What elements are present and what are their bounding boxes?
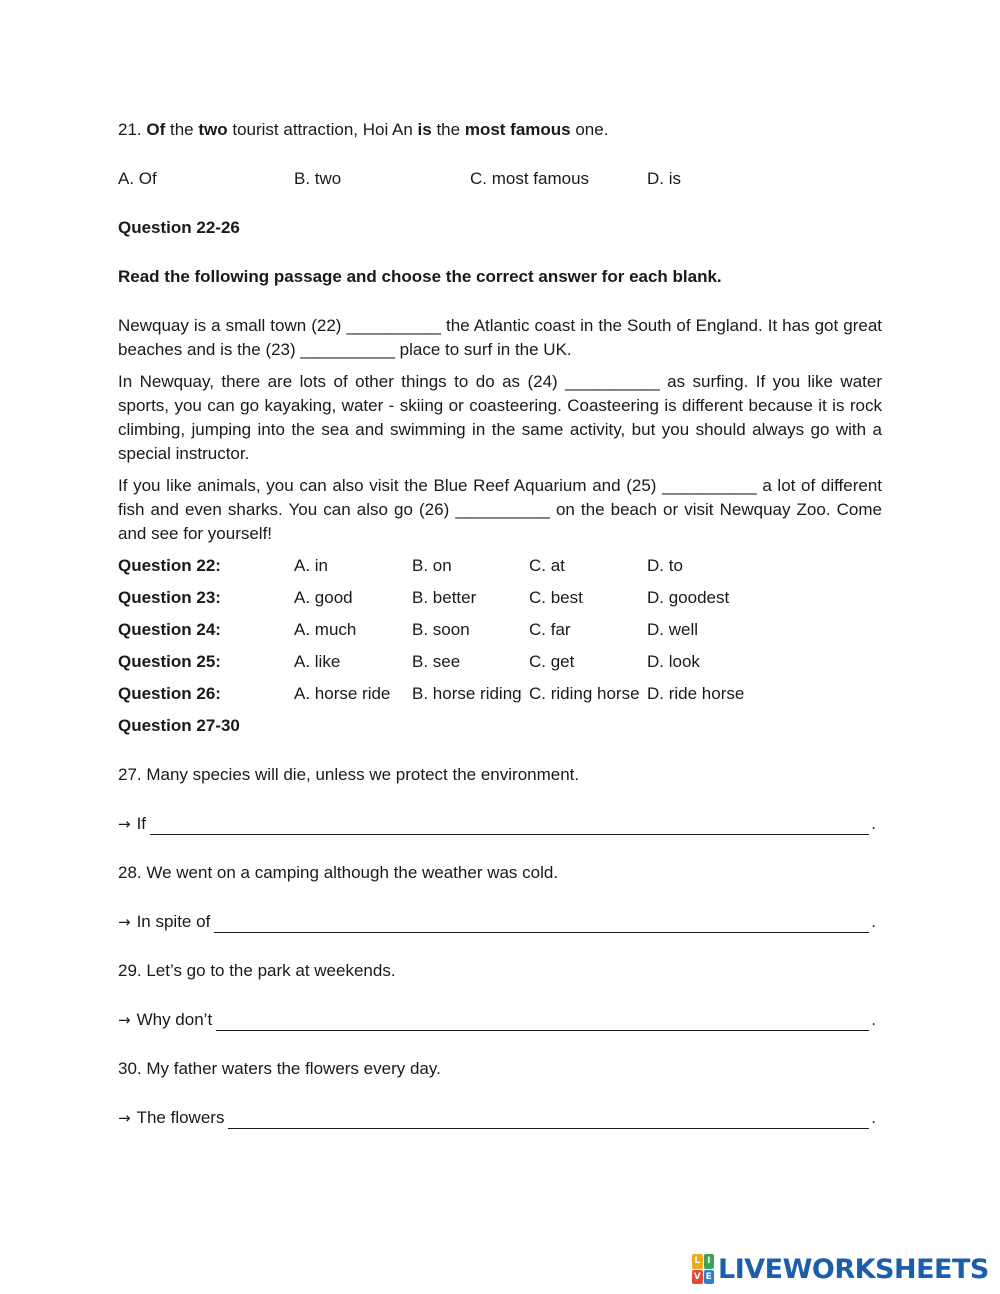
answer-blank[interactable] (228, 1112, 869, 1129)
section-instruction: Read the following passage and choose the correct answer for each blank. (118, 267, 722, 286)
option-b[interactable]: B. see (412, 652, 461, 671)
end-period: . (871, 1108, 876, 1127)
question-label: Question 23: (118, 588, 221, 607)
answer-prompt: In spite of (136, 912, 211, 931)
option-c[interactable]: C. riding horse (529, 684, 640, 703)
option-c[interactable]: C. far (529, 620, 571, 639)
question-label: Question 22: (118, 556, 221, 575)
option-b[interactable]: B. soon (412, 620, 470, 639)
option-a[interactable]: A. horse ride (294, 684, 391, 703)
option-d[interactable]: D. goodest (647, 588, 730, 607)
answer-line-27 (118, 813, 876, 835)
answer-blank[interactable] (216, 1014, 869, 1031)
option-a[interactable]: A. good (294, 588, 353, 607)
option-d[interactable]: D. well (647, 620, 699, 639)
end-period: . (871, 814, 876, 833)
option-c[interactable]: C. most famous (470, 169, 590, 188)
option-d[interactable]: D. ride horse (647, 684, 745, 703)
passage-paragraph-1: Newquay is a small town (22) __________ the Atlantic coast in the South of England. It has got great beaches and is the (23) __________ place to surf in the UK. (118, 316, 882, 359)
question-label: Question 24: (118, 620, 221, 639)
rewrite-sentence-27: 27. Many species will die, unless we protect the environment. (118, 765, 580, 784)
end-period: . (871, 1010, 876, 1029)
answer-line-28 (118, 911, 876, 933)
answer-line-29 (118, 1009, 876, 1031)
arrow-right-icon: → (118, 815, 131, 833)
question-label: Question 25: (118, 652, 221, 671)
option-c[interactable]: C. get (529, 652, 575, 671)
option-d[interactable]: D. look (647, 652, 700, 671)
logo-text: LIVEWORKSHEETS (718, 1253, 989, 1285)
question-label: Question 26: (118, 684, 221, 703)
live-badge-icon: L I V E (692, 1254, 714, 1284)
option-a[interactable]: A. much (294, 620, 357, 639)
option-b[interactable]: B. two (294, 169, 342, 188)
option-b[interactable]: B. horse riding (412, 684, 522, 703)
answer-prompt: If (136, 814, 147, 833)
option-c[interactable]: C. at (529, 556, 565, 575)
arrow-right-icon: → (118, 913, 131, 931)
rewrite-sentence-30: 30. My father waters the flowers every day. (118, 1059, 441, 1078)
section-heading-22-26: Question 22-26 (118, 218, 240, 237)
answer-blank[interactable] (214, 916, 869, 933)
answer-blank[interactable] (150, 818, 869, 835)
option-a[interactable]: A. like (294, 652, 341, 671)
liveworksheets-logo (692, 1252, 989, 1286)
end-period: . (871, 912, 876, 931)
arrow-right-icon: → (118, 1011, 131, 1029)
passage-paragraph-3: If you like animals, you can also visit the Blue Reef Aquarium and (25) __________ a lot of different fish and even sharks. You can also go (26) __________ on the beach or visit Newquay Zoo. Come and see for yourself! (118, 476, 882, 543)
passage-paragraph-2: In Newquay, there are lots of other things to do as (24) __________ as surfing. If you like water sports, you can go kayaking, water - skiing or coasteering. Coasteering is different because it is rock climbing, jumping into the sea and swimming in the same activity, but you should always go with a special instructor. (118, 372, 882, 463)
question-21-text: 21. Of the two tourist attraction, Hoi An is the most famous one. (118, 120, 609, 139)
answer-prompt: The flowers (136, 1108, 225, 1127)
option-d[interactable]: D. is (647, 169, 681, 188)
option-d[interactable]: D. to (647, 556, 683, 575)
answer-prompt: Why don’t (136, 1010, 213, 1029)
option-a[interactable]: A. in (294, 556, 329, 575)
option-b[interactable]: B. better (412, 588, 477, 607)
rewrite-sentence-29: 29. Let’s go to the park at weekends. (118, 961, 396, 980)
option-c[interactable]: C. best (529, 588, 583, 607)
arrow-right-icon: → (118, 1109, 131, 1127)
rewrite-sentence-28: 28. We went on a camping although the weather was cold. (118, 863, 559, 882)
section-heading-27-30: Question 27-30 (118, 716, 240, 735)
option-b[interactable]: B. on (412, 556, 452, 575)
option-a[interactable]: A. Of (118, 169, 157, 188)
answer-line-30 (118, 1107, 876, 1129)
